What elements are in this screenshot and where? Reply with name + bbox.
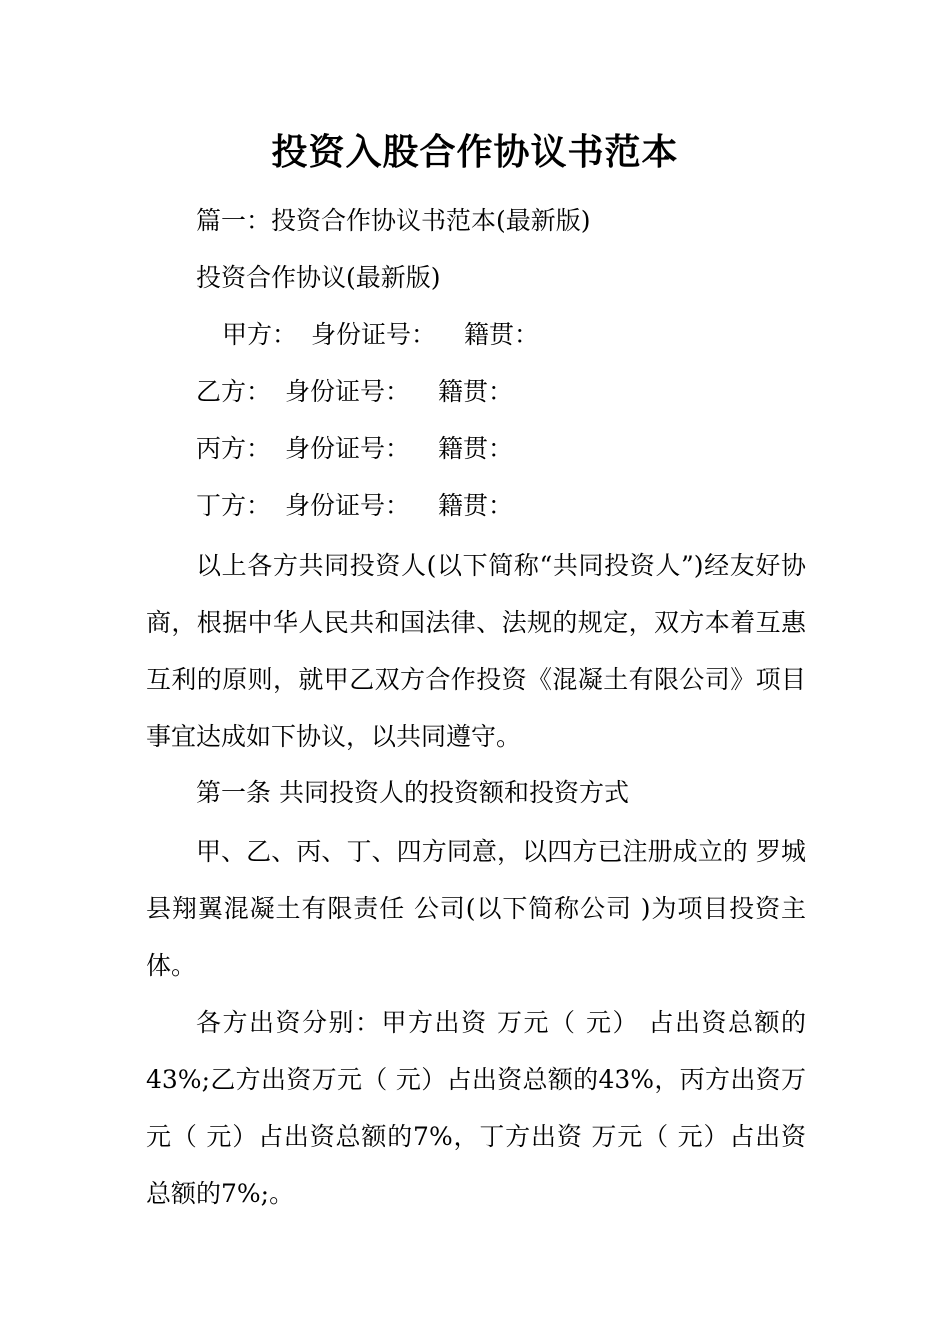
id-label: 身份证号：	[285, 491, 411, 520]
origin-label: 籍贯：	[464, 320, 540, 349]
preamble-paragraph: 以上各方共同投资人(以下简称“共同投资人”)经友好协商，根据中华人民共和国法律、法规的规定，双方本着互惠互利的原则，就甲乙双方合作投资《混凝土有限公司》项目事宜达成如下协议，以共同遵守。	[146, 551, 806, 751]
id-label: 身份证号：	[285, 434, 411, 463]
party-line-b	[196, 375, 513, 409]
party-label: 甲方：	[222, 320, 298, 349]
party-line-a	[222, 318, 539, 352]
origin-label: 籍贯：	[438, 434, 514, 463]
section-heading: 篇一：投资合作协议书范本(最新版)	[196, 206, 591, 235]
article-1-paragraph-1: 甲、乙、丙、丁、四方同意，以四方已注册成立的 罗城县翔翼混凝土有限责任 公司(以下简称公司 )为项目投资主体。	[146, 837, 806, 980]
origin-label: 籍贯：	[438, 491, 514, 520]
id-label: 身份证号：	[285, 377, 411, 406]
origin-label: 籍贯：	[438, 377, 514, 406]
article-1-heading: 第一条 共同投资人的投资额和投资方式	[196, 778, 629, 807]
agreement-title: 投资合作协议(最新版)	[196, 263, 441, 292]
party-label: 丁方：	[196, 491, 272, 520]
id-label: 身份证号：	[311, 320, 437, 349]
party-line-c	[196, 432, 513, 466]
document-title: 投资入股合作协议书范本	[271, 131, 679, 173]
party-line-d	[196, 489, 513, 523]
party-label: 丙方：	[196, 434, 272, 463]
article-1-paragraph-2: 各方出资分别：甲方出资 万元（ 元） 占出资总额的43%;乙方出资万元（ 元）占出资总额的43%，丙方出资万元（ 元）占出资总额的7%，丁方出资 万元（ 元）占出资总额的7%;。	[146, 1008, 806, 1208]
party-label: 乙方：	[196, 377, 272, 406]
